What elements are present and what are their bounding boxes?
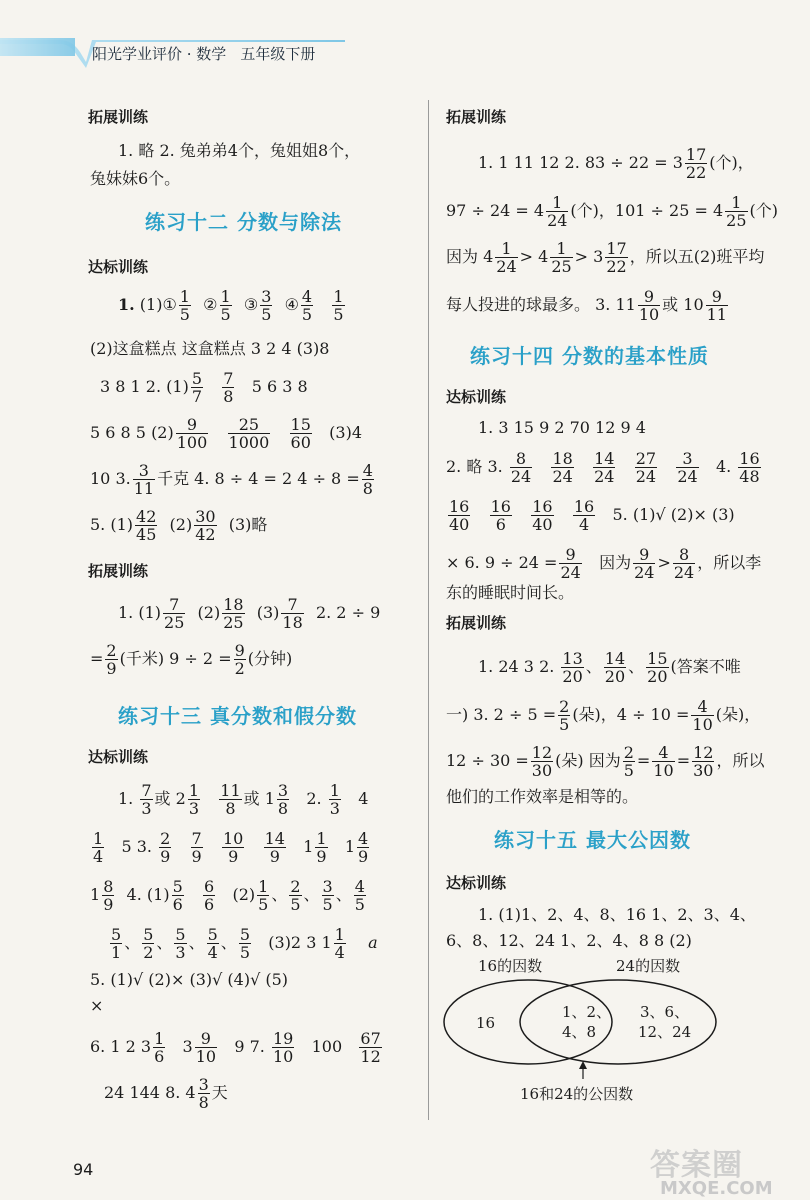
fraction: $\frac{3}{5}$ (322, 877, 333, 914)
venn-label-16: 16的因数 (478, 957, 543, 975)
venn-only-24-1: 3、6、 (640, 1003, 690, 1021)
answer-line: 1. 3 15 9 2 70 12 9 4 (478, 418, 646, 437)
fraction: $\frac{5}{7}$ (191, 369, 202, 406)
answer-line: 6. 1 2 3 $\frac{1}{6}$ 3 $\frac{9}{10}$ 9 7. $\frac{19}{10}$ 100 $\frac{67}{12}$ (90, 1029, 381, 1066)
fraction: $\frac{5}{3}$ (175, 925, 186, 962)
header-title: 阳光学业评价 · 数学 (92, 45, 227, 63)
answer-line: $\frac{16}{40}$ $\frac{16}{6}$ $\frac{16}{40}$ $\frac{16}{4}$ 5. (1)√ (2)× (3) (449, 497, 735, 534)
fraction: $\frac{1}{25}$ (551, 239, 572, 276)
fraction: $\frac{17}{22}$ (606, 239, 627, 276)
answer-line: 1. 24 3 2. $\frac{13}{20}$ 、 $\frac{14}{20}$ 、 $\frac{15}{20}$ (答案不唯 (478, 649, 741, 686)
section-title-12: 练习十二 分数与除法 (145, 210, 342, 234)
fraction: $\frac{7}{8}$ (223, 369, 234, 406)
answer-line: 东的睡眠时间长。 (446, 583, 575, 602)
fraction: $\frac{1}{6}$ (154, 1029, 165, 1066)
answer-line: 3 8 1 2. (1) $\frac{5}{7}$ $\frac{7}{8}$ 5 6 3 8 (100, 369, 308, 406)
fraction: $\frac{19}{10}$ (272, 1029, 294, 1066)
fraction: $\frac{30}{42}$ (195, 507, 216, 544)
fraction: $\frac{11}{8}$ (220, 781, 241, 818)
fraction: $\frac{1}{25}$ (726, 193, 747, 230)
header-text (92, 43, 315, 64)
fraction: $\frac{7}{9}$ (191, 829, 202, 866)
fraction: $\frac{6}{6}$ (204, 877, 215, 914)
fraction: $\frac{2}{9}$ (160, 829, 171, 866)
fraction: $\frac{3}{5}$ (261, 287, 272, 324)
answer-line: 1. 1 11 12 2. 83 ÷ 22 = 3 $\frac{17}{22}$ (个)， (478, 145, 754, 182)
dabiao-label-13: 达标训练 (88, 748, 149, 766)
fraction: $\frac{1}{4}$ (334, 925, 345, 962)
answer-line: 5. (1) $\frac{42}{45}$ (2) $\frac{30}{42}$ (3)略 (90, 507, 268, 544)
fraction: $\frac{1}{24}$ (547, 193, 568, 230)
answer-line: (2)这盒糕点 这盒糕点 3 2 4 (3)8 (90, 339, 330, 358)
answer-line: 1. (1)1、2、4、8、16 1、2、3、4、 (478, 905, 756, 924)
fraction: $\frac{17}{22}$ (685, 145, 707, 182)
answer-line: 每人投进的球最多。 3. 11 $\frac{9}{10}$ 或 10 $\frac{9}{11}$ (446, 287, 727, 324)
fraction: $\frac{9}{100}$ (176, 415, 208, 452)
circled-1: ① (162, 295, 177, 314)
fraction: $\frac{7}{18}$ (282, 595, 303, 632)
answer-line: $\frac{1}{4}$ 5 3. $\frac{2}{9}$ $\frac{7}{9}$ $\frac{10}{9}$ $\frac{14}{9}$ 1 $\frac{1}{9}$ 1 $\frac{4}{9}$ (93, 829, 369, 866)
fraction: $\frac{3}{8}$ (198, 1075, 209, 1112)
fraction: $\frac{4}{10}$ (692, 697, 713, 734)
venn-circle-24 (520, 980, 716, 1064)
answer-line: = $\frac{2}{9}$ (千米) 9 ÷ 2 = $\frac{9}{2}$ (分钟) (90, 641, 293, 678)
fraction: $\frac{12}{30}$ (693, 743, 714, 780)
fraction: $\frac{1}{3}$ (188, 781, 200, 818)
fraction: $\frac{8}{24}$ (510, 449, 532, 486)
fraction: $\frac{7}{3}$ (141, 781, 152, 818)
section-title-15: 练习十五 最大公因数 (494, 828, 691, 852)
answer-line: $\frac{5}{1}$ 、 $\frac{5}{2}$ 、 $\frac{5}{3}$ 、 $\frac{5}{4}$ 、 $\frac{5}{5}$ (3)2 3 1 $\frac{1}{4}$ a (111, 925, 378, 962)
answer-line: 24 144 8. 4 $\frac{3}{8}$ 天 (104, 1075, 228, 1112)
fraction: $\frac{2}{5}$ (623, 743, 634, 780)
tuozhan-label-12: 拓展训练 (88, 562, 149, 580)
fraction: $\frac{3}{8}$ (277, 781, 289, 818)
venn-only-16: 16 (476, 1014, 496, 1032)
venn-label-24: 24的因数 (616, 957, 681, 975)
fraction: $\frac{16}{40}$ (532, 497, 553, 534)
fraction: $\frac{9}{10}$ (195, 1029, 217, 1066)
fraction: $\frac{1}{3}$ (329, 781, 340, 818)
answer-line: 1 $\frac{8}{9}$ 4. (1) $\frac{5}{6}$ $\frac{6}{6}$ (2) $\frac{1}{5}$ 、 $\frac{2}{5}$ 、 $\frac{3}{5}$ 、 $\frac{4}{5}$ (90, 877, 365, 914)
fraction: $\frac{1}{24}$ (496, 239, 517, 276)
answer-line: 2. 略 3. $\frac{8}{24}$ $\frac{18}{24}$ $\frac{14}{24}$ $\frac{27}{24}$ $\frac{3}{24}$ 4. $\frac{16}{48}$ (446, 449, 760, 486)
fraction: $\frac{16}{40}$ (449, 497, 470, 534)
fraction: $\frac{15}{20}$ (647, 649, 668, 686)
fraction: $\frac{18}{25}$ (223, 595, 244, 632)
fraction: $\frac{5}{5}$ (239, 925, 250, 962)
fraction: $\frac{4}{5}$ (354, 877, 365, 914)
dabiao-label-15: 达标训练 (446, 874, 507, 892)
tuozhan-label-14: 拓展训练 (446, 614, 507, 632)
venn-common-label: 16和24的公因数 (520, 1085, 634, 1103)
fraction: $\frac{16}{4}$ (573, 497, 595, 534)
fraction: $\frac{16}{6}$ (490, 497, 511, 534)
fraction: $\frac{7}{25}$ (164, 595, 185, 632)
venn-diagram (440, 955, 730, 1105)
answer-line: 因为 4 $\frac{1}{24}$ > 4 $\frac{1}{25}$ > 3 $\frac{17}{22}$ ，所以五(2)班平均 (446, 239, 765, 276)
fraction: $\frac{14}{24}$ (594, 449, 615, 486)
fraction: $\frac{1}{5}$ (333, 287, 344, 324)
fraction: $\frac{14}{20}$ (604, 649, 626, 686)
fraction: $\frac{8}{9}$ (103, 877, 114, 914)
answer-line: 12 ÷ 30 = $\frac{12}{30}$ (朵) 因为 $\frac{2}{5}$ = $\frac{4}{10}$ = $\frac{12}{30}$ ，所以 (446, 743, 765, 780)
venn-common-1: 1、2、 (562, 1003, 612, 1021)
fraction: $\frac{4}{9}$ (358, 829, 369, 866)
answer-line: 兔妹妹6个。 (90, 169, 181, 188)
circled-3: ③ (243, 295, 259, 314)
answer-line: 10 3. $\frac{3}{11}$ 千克 4. 8 ÷ 4 = 2 4 ÷ 8 = $\frac{4}{8}$ (90, 461, 373, 498)
answer-line: 5 6 8 5 (2) $\frac{9}{100}$ $\frac{25}{1000}$ $\frac{15}{60}$ (3)4 (90, 415, 362, 452)
fraction: $\frac{10}{9}$ (222, 829, 244, 866)
dabiao-label-14: 达标训练 (446, 388, 507, 406)
answer-line: 6、8、12、24 1、2、4、8 8 (2) (446, 931, 692, 950)
answer-line: 97 ÷ 24 = 4 $\frac{1}{24}$ (个)，101 ÷ 25 = 4 $\frac{1}{25}$ (个) (446, 193, 779, 230)
watermark-logo: 答案圈 (650, 1148, 743, 1183)
fraction: $\frac{25}{1000}$ (228, 415, 270, 452)
fraction: $\frac{16}{48}$ (739, 449, 760, 486)
fraction: $\frac{1}{5}$ (258, 877, 269, 914)
answer-line: 1. (1)① $\frac{1}{5}$ ② $\frac{1}{5}$ ③ $\frac{3}{5}$ ④ $\frac{4}{5}$ $\frac{1}{5}$ (118, 287, 344, 324)
fraction: $\frac{9}{24}$ (560, 545, 581, 582)
fraction: $\frac{9}{10}$ (638, 287, 660, 324)
fraction: $\frac{1}{4}$ (93, 829, 104, 866)
section-title-14: 练习十四 分数的基本性质 (470, 344, 709, 368)
answer-line: 1. 略 2. 兔弟弟4个，兔姐姐8个， (118, 141, 361, 160)
fraction: $\frac{4}{5}$ (301, 287, 313, 324)
answer-line: 1. $\frac{7}{3}$ 或 2 $\frac{1}{3}$ $\frac{11}{8}$ 或 1 $\frac{3}{8}$ 2. $\frac{1}{3}$ 4 (118, 781, 369, 818)
fraction: $\frac{3}{24}$ (677, 449, 698, 486)
fraction: $\frac{13}{20}$ (562, 649, 583, 686)
fraction: $\frac{27}{24}$ (635, 449, 657, 486)
watermark-url: MXQE.COM (660, 1178, 773, 1199)
section-title-13: 练习十三 真分数和假分数 (118, 704, 357, 728)
fraction: $\frac{2}{5}$ (290, 877, 301, 914)
fraction: $\frac{1}{5}$ (179, 287, 190, 324)
fraction: $\frac{9}{11}$ (706, 287, 727, 324)
fraction: $\frac{4}{10}$ (653, 743, 674, 780)
column-divider (428, 100, 429, 1120)
fraction: $\frac{15}{60}$ (290, 415, 311, 452)
fraction: $\frac{5}{6}$ (172, 877, 183, 914)
fraction: $\frac{12}{30}$ (531, 743, 553, 780)
answer-line: 一) 3. 2 ÷ 5 = $\frac{2}{5}$ (朵)，4 ÷ 10 = $\frac{4}{10}$ (朵)， (446, 697, 761, 734)
fraction: $\frac{4}{8}$ (362, 461, 373, 498)
tuozhan-label-1: 拓展训练 (88, 108, 149, 126)
dabiao-label-12: 达标训练 (88, 258, 149, 276)
fraction: $\frac{1}{9}$ (316, 829, 327, 866)
answer-line: 1. (1) $\frac{7}{25}$ (2) $\frac{18}{25}$ (3) $\frac{7}{18}$ 2. 2 ÷ 9 (118, 595, 381, 632)
fraction: $\frac{14}{9}$ (264, 829, 285, 866)
fraction: $\frac{5}{4}$ (207, 925, 218, 962)
answer-line: 5. (1)√ (2)× (3)√ (4)√ (5) (90, 970, 289, 989)
venn-common-2: 4、8 (562, 1023, 597, 1041)
venn-only-24-2: 12、24 (638, 1023, 692, 1041)
venn-circle-16 (444, 980, 612, 1064)
fraction: $\frac{1}{5}$ (220, 287, 231, 324)
fraction: $\frac{3}{11}$ (133, 461, 155, 498)
fraction: $\frac{9}{24}$ (634, 545, 655, 582)
fraction: $\frac{42}{45}$ (136, 507, 157, 544)
fraction: $\frac{5}{2}$ (143, 925, 154, 962)
fraction: $\frac{8}{24}$ (673, 545, 695, 582)
fraction: $\frac{5}{1}$ (111, 925, 122, 962)
fraction: $\frac{18}{24}$ (552, 449, 573, 486)
circled-4: ④ (284, 295, 299, 314)
page-number: 94 (73, 1160, 94, 1179)
fraction: $\frac{2}{5}$ (559, 697, 570, 734)
answer-line: × 6. 9 ÷ 24 = $\frac{9}{24}$ 因为 $\frac{9}{24}$ > $\frac{8}{24}$ ，所以李 (446, 545, 762, 582)
answer-line: × (90, 996, 104, 1015)
tuozhan-label-2: 拓展训练 (446, 108, 507, 126)
fraction: $\frac{9}{2}$ (234, 641, 245, 678)
header-grade: 五年级下册 (240, 45, 316, 63)
circled-2: ② (203, 295, 218, 314)
fraction: $\frac{67}{12}$ (360, 1029, 381, 1066)
answer-line: 他们的工作效率是相等的。 (446, 787, 639, 806)
fraction: $\frac{2}{9}$ (106, 641, 117, 678)
